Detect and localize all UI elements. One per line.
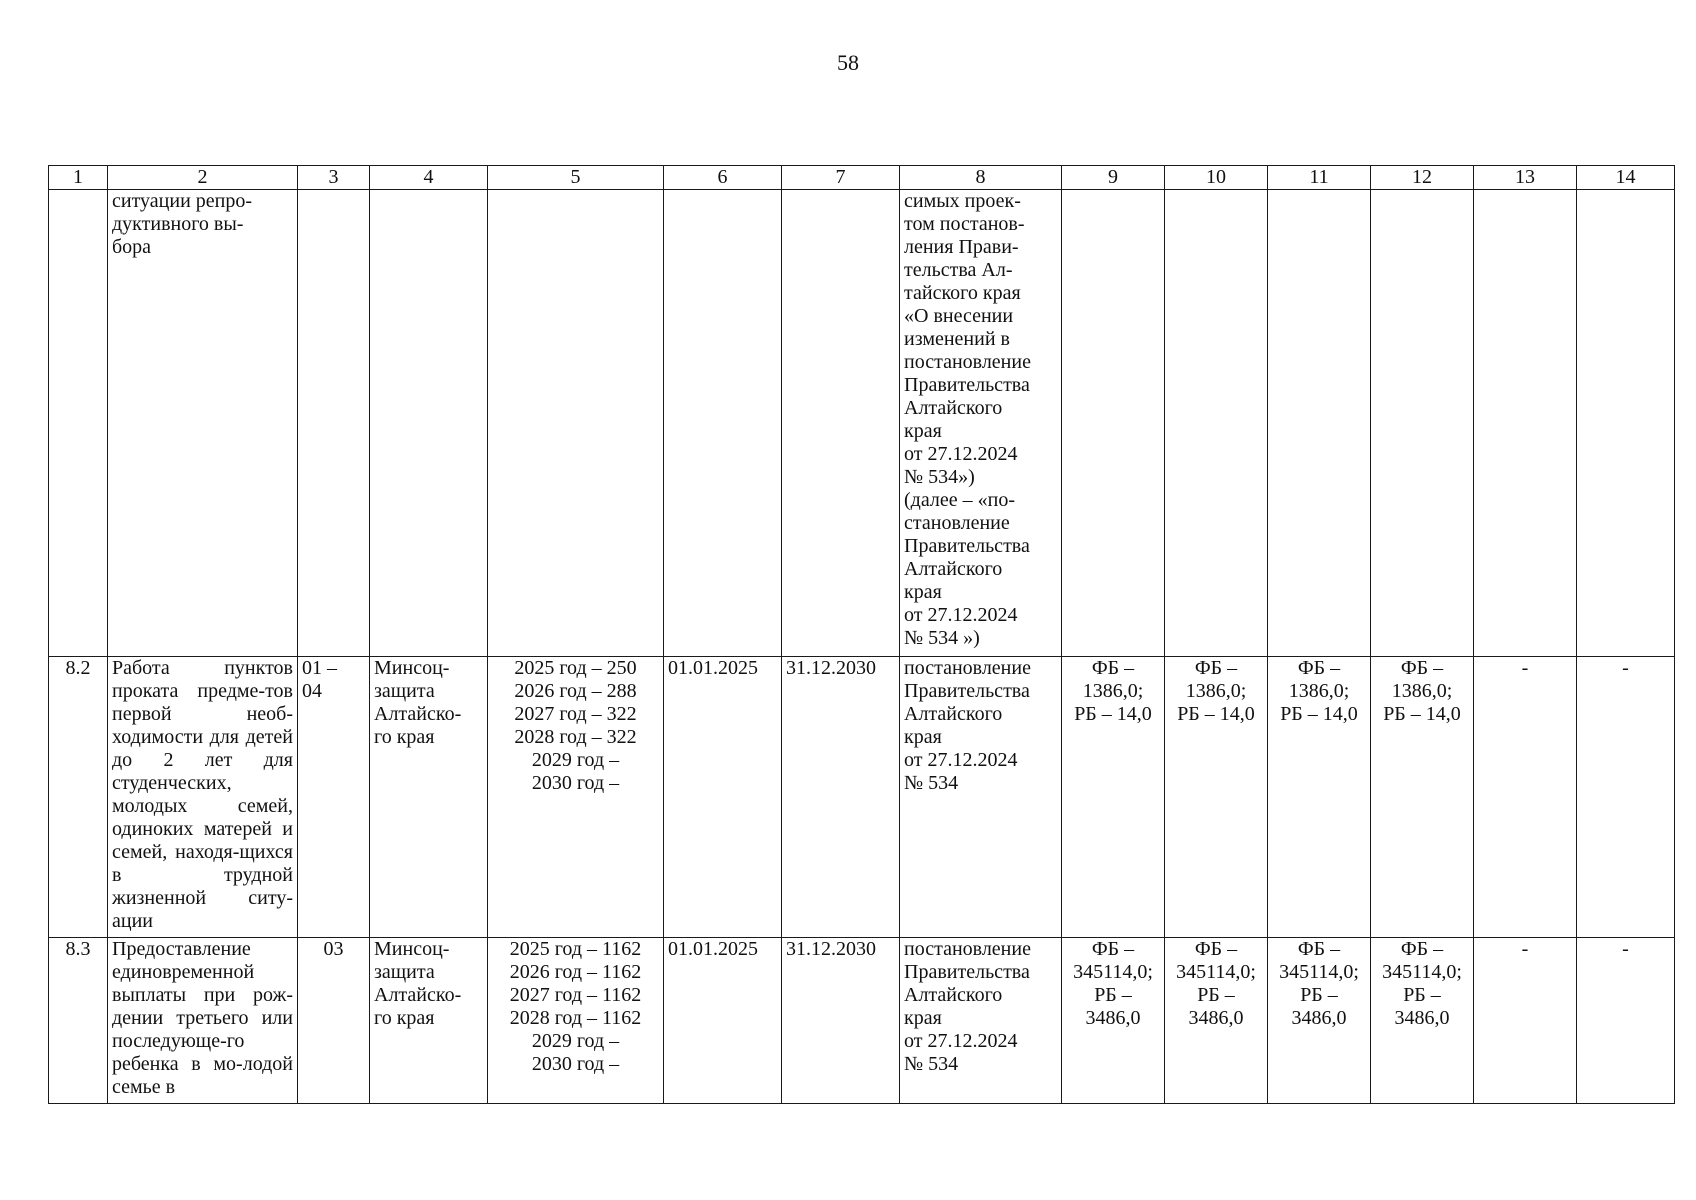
cell-number: 8.3 <box>49 938 108 1104</box>
col-header-7: 7 <box>782 166 900 190</box>
cell-code <box>298 190 370 657</box>
cell-document: постановление Правительства Алтайского края от 27.12.2024 № 534 <box>900 938 1062 1104</box>
col-header-4: 4 <box>370 166 488 190</box>
col-header-3: 3 <box>298 166 370 190</box>
cell-col9: ФБ – 345114,0; РБ – 3486,0 <box>1062 938 1165 1104</box>
cell-col12: ФБ – 345114,0; РБ – 3486,0 <box>1371 938 1474 1104</box>
cell-col13 <box>1474 190 1577 657</box>
cell-col11: ФБ – 1386,0; РБ – 14,0 <box>1268 657 1371 938</box>
table-row-8-2 <box>49 657 1675 938</box>
header-row <box>49 166 1675 190</box>
cell-col10 <box>1165 190 1268 657</box>
col-header-11: 11 <box>1268 166 1371 190</box>
page-number: 58 <box>837 50 859 75</box>
cell-code: 01 – 04 <box>298 657 370 938</box>
col-header-5: 5 <box>488 166 664 190</box>
cell-measure-name: Работа пунктов проката предме-тов первой необ-ходимости для детей до 2 лет для студенческих, молодых семей, одиноких матерей и семей, находя-щихся в трудной жизненной ситу-ации <box>108 657 298 938</box>
cell-indicator <box>488 190 664 657</box>
col-header-14: 14 <box>1577 166 1675 190</box>
col-header-13: 13 <box>1474 166 1577 190</box>
table-row-continuation <box>49 190 1675 657</box>
cell-col12 <box>1371 190 1474 657</box>
col-header-10: 10 <box>1165 166 1268 190</box>
cell-indicator: 2025 год – 1162 2026 год – 1162 2027 год – 1162 2028 год – 1162 2029 год – 2030 год – <box>488 938 664 1104</box>
cell-col14: - <box>1577 657 1675 938</box>
cell-end-date: 31.12.2030 <box>782 938 900 1104</box>
cell-col9: ФБ – 1386,0; РБ – 14,0 <box>1062 657 1165 938</box>
cell-measure-name: ситуации репро- дуктивного вы- бора <box>108 190 298 657</box>
cell-start-date: 01.01.2025 <box>664 938 782 1104</box>
col-header-6: 6 <box>664 166 782 190</box>
cell-col11: ФБ – 345114,0; РБ – 3486,0 <box>1268 938 1371 1104</box>
cell-start-date <box>664 190 782 657</box>
col-header-9: 9 <box>1062 166 1165 190</box>
table-row-8-3 <box>49 938 1675 1104</box>
cell-executor: Минсоц- защита Алтайско- го края <box>370 938 488 1104</box>
cell-col12: ФБ – 1386,0; РБ – 14,0 <box>1371 657 1474 938</box>
cell-document: симых проек- том постанов- ления Прави- тельства Ал- тайского края «О внесении изменений в постановление Правительства Алтайского края от 27.12.2024 № 534») (далее – «по- становление Правительства Алтайского края от 27.12.2024 № 534 ») <box>900 190 1062 657</box>
col-header-12: 12 <box>1371 166 1474 190</box>
cell-col13: - <box>1474 938 1577 1104</box>
col-header-2: 2 <box>108 166 298 190</box>
cell-executor <box>370 190 488 657</box>
measures-table <box>48 165 1675 1104</box>
cell-document: постановление Правительства Алтайского края от 27.12.2024 № 534 <box>900 657 1062 938</box>
cell-col10: ФБ – 1386,0; РБ – 14,0 <box>1165 657 1268 938</box>
col-header-8: 8 <box>900 166 1062 190</box>
cell-col10: ФБ – 345114,0; РБ – 3486,0 <box>1165 938 1268 1104</box>
cell-code: 03 <box>298 938 370 1104</box>
cell-measure-name: Предоставление единовременной выплаты при рож-дении третьего или последующе-го ребенка в мо-лодой семье в <box>108 938 298 1104</box>
cell-indicator: 2025 год – 250 2026 год – 288 2027 год – 322 2028 год – 322 2029 год – 2030 год – <box>488 657 664 938</box>
cell-number: 8.2 <box>49 657 108 938</box>
cell-start-date: 01.01.2025 <box>664 657 782 938</box>
cell-end-date: 31.12.2030 <box>782 657 900 938</box>
cell-col13: - <box>1474 657 1577 938</box>
cell-col14 <box>1577 190 1675 657</box>
col-header-1: 1 <box>49 166 108 190</box>
cell-end-date <box>782 190 900 657</box>
cell-col9 <box>1062 190 1165 657</box>
cell-col14: - <box>1577 938 1675 1104</box>
cell-executor: Минсоц- защита Алтайско- го края <box>370 657 488 938</box>
cell-number <box>49 190 108 657</box>
cell-col11 <box>1268 190 1371 657</box>
